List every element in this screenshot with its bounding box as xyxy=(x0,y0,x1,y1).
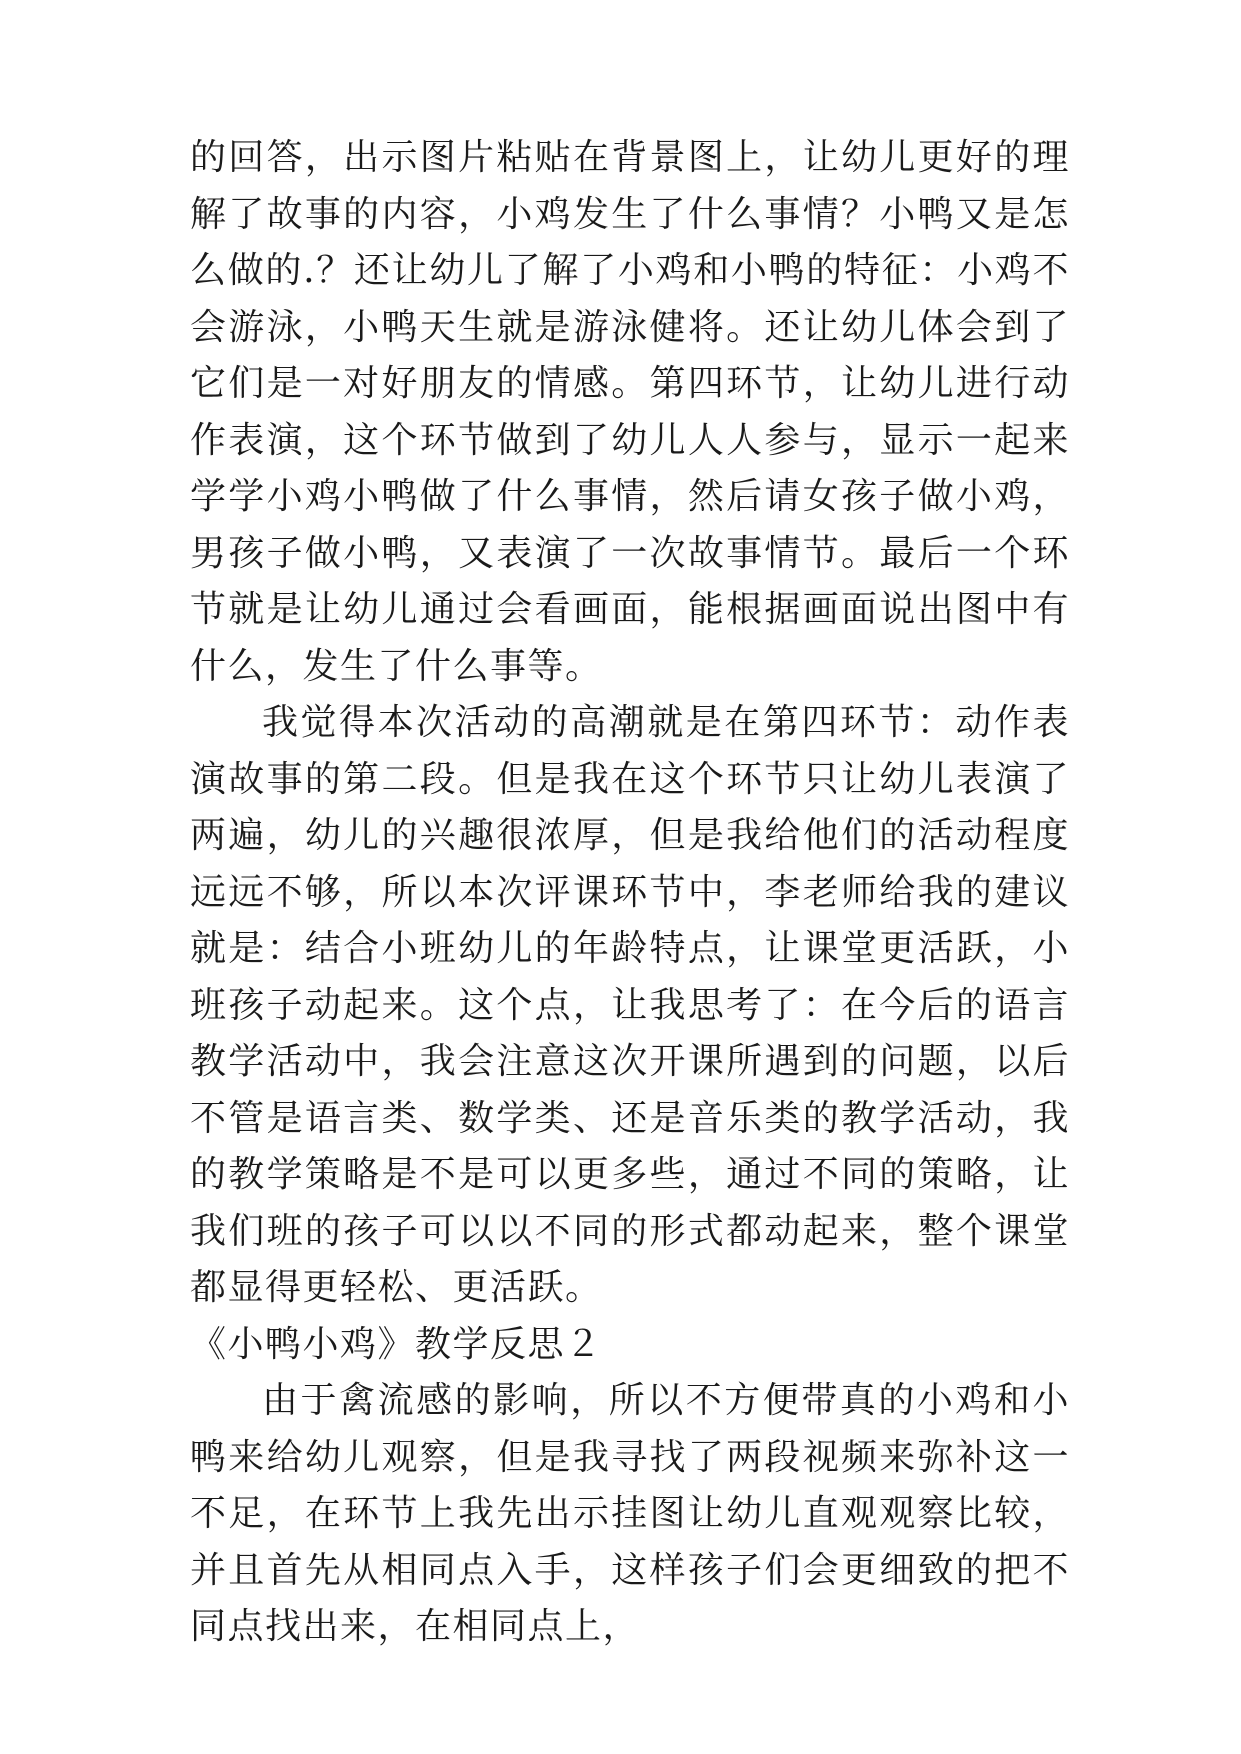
paragraph-section-2: 由于禽流感的影响，所以不方便带真的小鸡和小鸭来给幼儿观察，但是我寻找了两段视频来弥补这一不足，在环节上我先出示挂图让幼儿直观观察比较，并且首先从相同点入手，这样孩子们会更细致的把不同点找出来，在相同点上， xyxy=(190,1380,1070,1647)
section-heading: 《小鸭小鸡》教学反思２ xyxy=(190,1323,603,1365)
paragraph-reflection: 我觉得本次活动的高潮就是在第四环节：动作表演故事的第二段。但是我在这个环节只让幼儿表演了两遍，幼儿的兴趣很浓厚，但是我给他们的活动程度远远不够，所以本次评课环节中，李老师给我的建议就是：结合小班幼儿的年龄特点，让课堂更活跃，小班孩子动起来。这个点，让我思考了：在今后的语言教学活动中，我会注意这次开课所遇到的问题，以后不管是语言类、数学类、还是音乐类的教学活动，我的教学策略是不是可以更多些，通过不同的策略，让我们班的孩子可以以不同的形式都动起来，整个课堂都显得更轻松、更活跃。 xyxy=(190,702,1070,1308)
document-page xyxy=(190,130,1070,1656)
paragraph-continued: 的回答，出示图片粘贴在背景图上，让幼儿更好的理解了故事的内容，小鸡发生了什么事情？小鸭又是怎么做的.？还让幼儿了解了小鸡和小鸭的特征：小鸡不会游泳，小鸭天生就是游泳健将。还让幼儿体会到了它们是一对好朋友的情感。第四环节，让幼儿进行动作表演，这个环节做到了幼儿人人参与，显示一起来学学小鸡小鸭做了什么事情，然后请女孩子做小鸡，男孩子做小鸭，又表演了一次故事情节。最后一个环节就是让幼儿通过会看画面，能根据画面说出图中有什么，发生了什么事等。 xyxy=(190,137,1070,687)
